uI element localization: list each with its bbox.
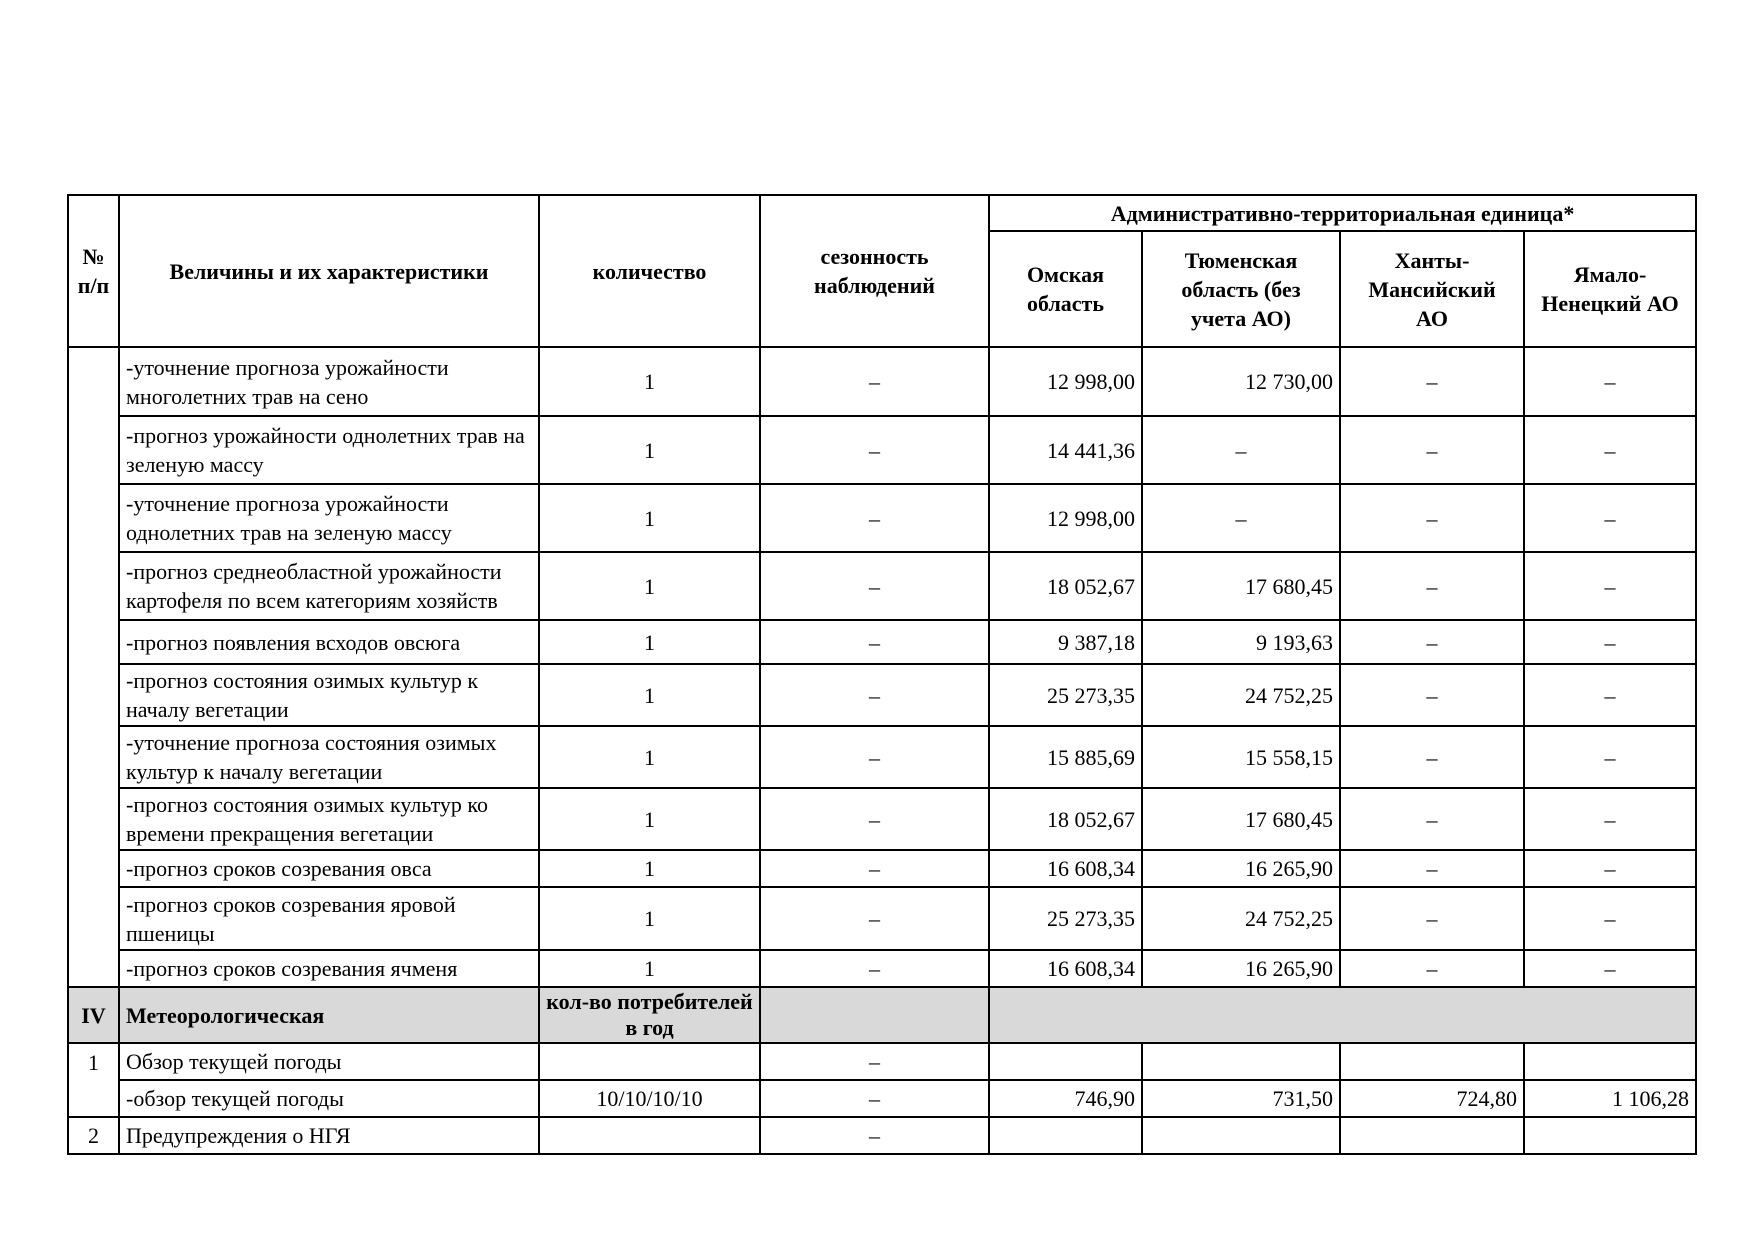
row-value: 9 193,63 [1142,620,1340,664]
row-name: Обзор текущей погоды [119,1043,539,1080]
row-value: 24 752,25 [1142,887,1340,950]
row-qty: 1 [539,552,760,620]
row-value: – [1340,950,1524,987]
row-value: – [1340,664,1524,726]
row-name: -прогноз появления всходов овсюга [119,620,539,664]
row-value: – [1142,416,1340,484]
row-num [68,1080,119,1117]
row-value: 16 608,34 [989,850,1142,887]
row-num: 2 [68,1117,119,1154]
section-values-cell [989,987,1696,1043]
row-value [1524,1117,1696,1154]
row-season: – [760,1043,989,1080]
row-season: – [760,887,989,950]
row-name: -уточнение прогноза урожайности многолетних трав на сено [119,347,539,416]
row-value: 24 752,25 [1142,664,1340,726]
row-season: – [760,950,989,987]
row-value: – [1340,552,1524,620]
row-name: -прогноз урожайности однолетних трав на зеленую массу [119,416,539,484]
header-region-khmao: Ханты-Мансийский АО [1340,231,1524,347]
header-qty: количество [539,195,760,347]
row-name: -уточнение прогноза состояния озимых культур к началу вегетации [119,726,539,788]
table-row [68,347,1696,416]
row-season: – [760,664,989,726]
row-value: – [1524,416,1696,484]
row-value: 25 273,35 [989,887,1142,950]
row-season: – [760,788,989,850]
row-name: -прогноз сроков созревания овса [119,850,539,887]
row-value [989,1043,1142,1080]
row-value: 724,80 [1340,1080,1524,1117]
row-value: 12 998,00 [989,347,1142,416]
row-value: – [1524,726,1696,788]
row-value: 15 885,69 [989,726,1142,788]
row-name: -обзор текущей погоды [119,1080,539,1117]
row-group-num-cell [68,347,119,987]
row-qty: 1 [539,664,760,726]
row-value [1340,1043,1524,1080]
table-row [68,850,1696,887]
header-region-omsk: Омская область [989,231,1142,347]
table-row [68,664,1696,726]
row-value: 9 387,18 [989,620,1142,664]
row-name: Предупреждения о НГЯ [119,1117,539,1154]
row-value: – [1340,850,1524,887]
row-name: -прогноз среднеобластной урожайности картофеля по всем категориям хозяйств [119,552,539,620]
table-row [68,1043,1696,1080]
row-value: – [1524,664,1696,726]
row-value [1142,1043,1340,1080]
row-value: – [1340,347,1524,416]
row-value: 16 608,34 [989,950,1142,987]
row-num: 1 [68,1043,119,1080]
header-region-yanao: Ямало-Ненецкий АО [1524,231,1696,347]
row-season: – [760,416,989,484]
row-value: – [1340,620,1524,664]
row-qty: 1 [539,347,760,416]
row-value: 1 106,28 [1524,1080,1696,1117]
section-row [68,987,1696,1043]
section-name: Метеорологическая [119,987,539,1043]
table-row [68,1117,1696,1154]
row-value [1340,1117,1524,1154]
header-region-tyumen: Тюменская область (без учета АО) [1142,231,1340,347]
row-value: 18 052,67 [989,788,1142,850]
row-qty: 1 [539,850,760,887]
section-season-cell [760,987,989,1043]
table-row [68,726,1696,788]
row-value: 12 998,00 [989,484,1142,552]
row-value: – [1142,484,1340,552]
row-qty: 1 [539,484,760,552]
header-name: Величины и их характеристики [119,195,539,347]
row-value [1524,1043,1696,1080]
row-season: – [760,620,989,664]
row-value: 14 441,36 [989,416,1142,484]
row-season: – [760,1117,989,1154]
row-value: 18 052,67 [989,552,1142,620]
row-value: – [1524,620,1696,664]
row-value: – [1340,726,1524,788]
row-name: -прогноз сроков созревания яровой пшеницы [119,887,539,950]
row-qty [539,1117,760,1154]
row-qty: 10/10/10/10 [539,1080,760,1117]
data-table [67,194,1697,1155]
row-value: 731,50 [1142,1080,1340,1117]
section-num: IV [68,987,119,1043]
row-value: – [1340,788,1524,850]
row-season: – [760,484,989,552]
table-row [68,552,1696,620]
row-value: – [1340,484,1524,552]
row-qty: 1 [539,416,760,484]
table-row [68,620,1696,664]
header-season: сезонность наблюдений [760,195,989,347]
row-value: – [1340,887,1524,950]
row-season: – [760,347,989,416]
row-value: 15 558,15 [1142,726,1340,788]
row-value: – [1524,552,1696,620]
table-row [68,950,1696,987]
row-qty: 1 [539,887,760,950]
row-name: -уточнение прогноза урожайности однолетних трав на зеленую массу [119,484,539,552]
row-value [1142,1117,1340,1154]
row-name: -прогноз состояния озимых культур к началу вегетации [119,664,539,726]
row-value: 17 680,45 [1142,552,1340,620]
row-value [989,1117,1142,1154]
row-value: – [1524,484,1696,552]
row-value: – [1524,850,1696,887]
table-row [68,1080,1696,1117]
header-num: № п/п [68,195,119,347]
header-unit-group: Административно-территориальная единица* [989,195,1696,231]
row-season: – [760,726,989,788]
row-value: – [1340,416,1524,484]
row-value: – [1524,347,1696,416]
table-row [68,788,1696,850]
row-value: – [1524,788,1696,850]
row-qty: 1 [539,950,760,987]
row-name: -прогноз сроков созревания ячменя [119,950,539,987]
table-row [68,484,1696,552]
row-value: – [1524,887,1696,950]
row-value: 12 730,00 [1142,347,1340,416]
table-row [68,887,1696,950]
row-qty: 1 [539,788,760,850]
row-value: 17 680,45 [1142,788,1340,850]
row-value: 746,90 [989,1080,1142,1117]
row-value: – [1524,950,1696,987]
row-value: 16 265,90 [1142,950,1340,987]
table-row [68,416,1696,484]
row-qty [539,1043,760,1080]
row-qty: 1 [539,620,760,664]
row-season: – [760,1080,989,1117]
section-qty-label: кол-во потребителей в год [539,987,760,1043]
row-value: 16 265,90 [1142,850,1340,887]
row-season: – [760,850,989,887]
row-name: -прогноз состояния озимых культур ко времени прекращения вегетации [119,788,539,850]
row-value: 25 273,35 [989,664,1142,726]
row-season: – [760,552,989,620]
row-qty: 1 [539,726,760,788]
